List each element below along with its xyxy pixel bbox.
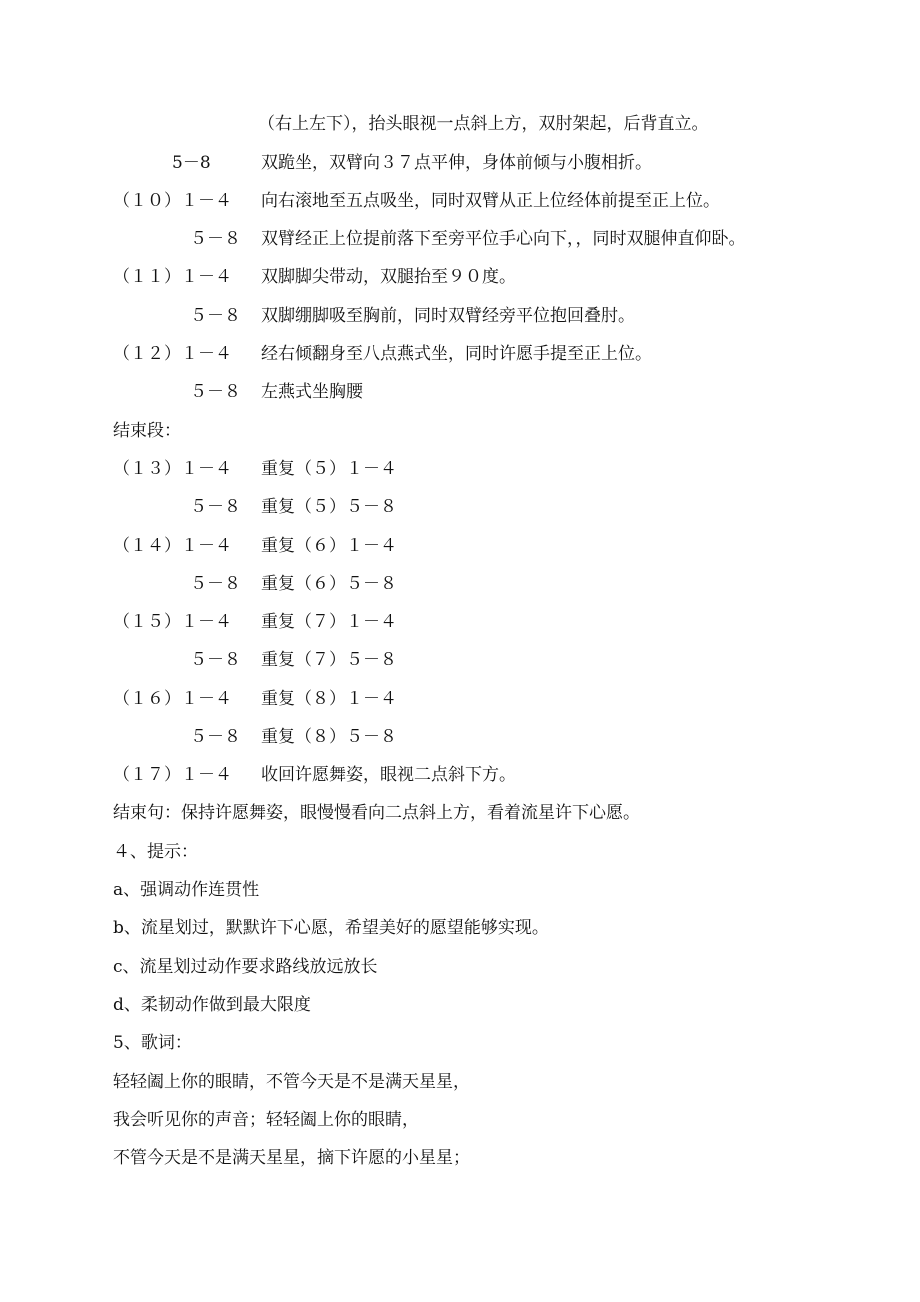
step-text: 收回许愿舞姿，眼视二点斜下方。	[261, 765, 516, 785]
count-label: （１１）１－４	[113, 267, 232, 287]
tips-heading: ４、提示：	[113, 842, 198, 862]
step-text: 重复（７）５－８	[261, 650, 397, 670]
tip-item: c、流星划过动作要求路线放远放长	[113, 957, 378, 977]
step-text: 双脚绷脚吸至胸前，同时双臂经旁平位抱回叠肘。	[261, 306, 635, 326]
step-text: 经右倾翻身至八点燕式坐，同时许愿手提至正上位。	[261, 344, 652, 364]
count-label: ５－８	[190, 727, 241, 747]
count-label: ５－８	[190, 229, 241, 249]
step-text: 重复（７）１－４	[261, 612, 397, 632]
lyrics-line: 不管今天是不是满天星星，摘下许愿的小星星；	[113, 1148, 470, 1168]
step-text: 重复（８）１－４	[261, 689, 397, 709]
continuation-line: （右上左下），抬头眼视一点斜上方，双肘架起，后背直立。	[258, 114, 709, 134]
tip-item: a、强调动作连贯性	[113, 880, 260, 900]
count-label: ５－８	[190, 382, 241, 402]
step-text: 重复（５）５－８	[261, 497, 397, 517]
count-label: ５－８	[190, 497, 241, 517]
step-text: 重复（６）１－４	[261, 536, 397, 556]
step-text: 重复（６）５－８	[261, 574, 397, 594]
count-label: （１２）１－４	[113, 344, 232, 364]
tip-item: b、流星划过，默默许下心愿，希望美好的愿望能够实现。	[113, 918, 549, 938]
count-label: 5－8	[172, 153, 211, 173]
count-label: （１５）１－４	[113, 612, 232, 632]
tip-item: d、柔韧动作做到最大限度	[113, 995, 311, 1015]
count-label: （１６）１－４	[113, 689, 232, 709]
step-text: 重复（５）１－４	[261, 459, 397, 479]
lyrics-line: 我会听见你的声音；轻轻阖上你的眼睛，	[113, 1110, 419, 1130]
count-label: ５－８	[190, 574, 241, 594]
step-text: 双臂经正上位提前落下至旁平位手心向下，，同时双腿伸直仰卧。	[261, 229, 746, 249]
step-text: 双脚脚尖带动，双腿抬至９０度。	[261, 267, 516, 287]
section-heading: 结束段：	[113, 421, 181, 441]
lyrics-line: 轻轻阖上你的眼睛，不管今天是不是满天星星，	[113, 1072, 470, 1092]
step-text: 向右滚地至五点吸坐，同时双臂从正上位经体前提至正上位。	[261, 191, 720, 211]
closing-sentence: 结束句：保持许愿舞姿，眼慢慢看向二点斜上方，看着流星许下心愿。	[113, 803, 640, 823]
count-label: （１７）１－４	[113, 765, 232, 785]
step-text: 左燕式坐胸腰	[261, 382, 363, 402]
count-label: （１４）１－４	[113, 536, 232, 556]
step-text: 重复（８）５－８	[261, 727, 397, 747]
count-label: ５－８	[190, 650, 241, 670]
count-label: （１３）１－４	[113, 459, 232, 479]
count-label: （１０）１－４	[113, 191, 232, 211]
step-text: 双跪坐，双臂向３７点平伸，身体前倾与小腹相折。	[261, 153, 652, 173]
lyrics-heading: 5、歌词：	[113, 1033, 192, 1053]
count-label: ５－８	[190, 306, 241, 326]
